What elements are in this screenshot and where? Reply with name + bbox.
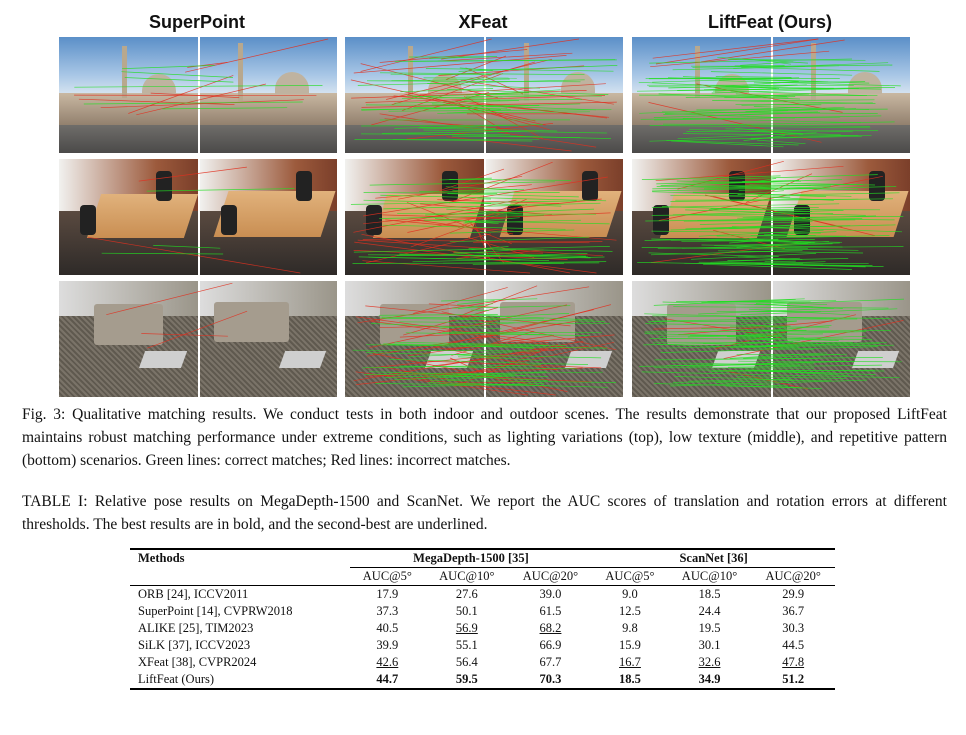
method-name: ORB [24], ICCV2011 (138, 587, 249, 601)
table-cell: 24.4 (698, 604, 721, 618)
correct-match-line (728, 365, 882, 367)
table-cell: 18.5 (619, 672, 641, 686)
incorrect-match-line (362, 234, 571, 273)
method-name: LiftFeat (Ours) (138, 672, 215, 686)
correct-match-line (459, 65, 618, 71)
correct-match-line (466, 96, 502, 97)
table-cell: 47.8 (782, 655, 805, 669)
correct-match-line (353, 350, 540, 351)
column-title-superpoint: SuperPoint (148, 12, 245, 32)
correct-match-line (371, 324, 501, 329)
incorrect-match-line (446, 56, 506, 80)
correct-match-line (153, 245, 220, 248)
match-panel (632, 281, 910, 397)
table-cell: 34.9 (698, 672, 721, 686)
match-panel (345, 281, 623, 397)
match-lines-overlay (632, 159, 910, 275)
correct-match-line (125, 78, 234, 83)
subheader: AUC@20° (522, 569, 579, 583)
table-cell: 39.9 (376, 638, 399, 652)
incorrect-match-line (701, 40, 845, 62)
correct-match-line (441, 299, 537, 301)
column-title-liftfeat: LiftFeat (Ours) (708, 12, 832, 32)
table-cell: 16.7 (619, 655, 641, 669)
table-row (130, 603, 835, 620)
method-name: ALIKE [25], TIM2023 (138, 621, 254, 635)
table-cell: 50.1 (455, 604, 478, 618)
table-cell: 56.9 (455, 621, 478, 635)
match-panel (345, 159, 623, 275)
table-cell: 9.0 (622, 587, 638, 601)
correct-match-line (449, 179, 571, 180)
table-cell: 32.6 (698, 655, 721, 669)
correct-match-line (716, 77, 792, 78)
table-row (130, 586, 835, 604)
table-cell: 67.7 (539, 655, 562, 669)
match-panel (632, 159, 910, 275)
table-cell: 30.1 (698, 638, 721, 652)
match-panel (59, 37, 337, 153)
correct-match-line (471, 315, 593, 320)
correct-match-line (764, 321, 797, 324)
subheader: AUC@20° (765, 569, 821, 583)
correct-match-line (765, 261, 796, 262)
correct-match-line (732, 227, 902, 232)
correct-match-line (740, 100, 874, 101)
table-cell: 68.2 (539, 621, 562, 635)
incorrect-match-line (375, 185, 532, 199)
scannet-header: ScanNet [36] (592, 549, 835, 568)
match-lines-overlay (59, 281, 337, 397)
correct-match-line (464, 100, 582, 101)
table-cell: 55.1 (455, 638, 478, 652)
table-cell: 44.7 (376, 672, 399, 686)
incorrect-match-line (187, 62, 227, 67)
correct-match-line (662, 207, 812, 212)
correct-match-line (369, 257, 521, 260)
incorrect-match-line (403, 308, 498, 336)
correct-match-line (450, 230, 575, 233)
match-panel (632, 37, 910, 153)
correct-match-line (122, 65, 215, 68)
correct-match-line (757, 140, 806, 144)
correct-match-line (737, 377, 846, 379)
match-lines-overlay (345, 281, 623, 397)
correct-match-line (711, 72, 852, 76)
match-lines-overlay (632, 281, 910, 397)
correct-match-line (711, 207, 819, 208)
table-cell: 39.0 (539, 587, 562, 601)
match-lines-overlay (59, 159, 337, 275)
correct-match-line (683, 77, 828, 82)
table-cell: 40.5 (376, 621, 399, 635)
table-cell: 30.3 (782, 621, 805, 635)
correct-match-line (447, 194, 578, 197)
correct-match-line (473, 263, 564, 264)
correct-match-line (447, 381, 616, 383)
table-cell: 9.8 (622, 621, 638, 635)
subheader: AUC@10° (439, 569, 495, 583)
table-cell: 17.9 (376, 587, 399, 601)
correct-match-line (673, 307, 888, 308)
table-cell: 37.3 (376, 604, 399, 618)
table-row (130, 654, 835, 671)
incorrect-match-line (106, 283, 232, 315)
correct-match-line (645, 324, 790, 327)
table-cell: 15.9 (619, 638, 641, 652)
subheader: AUC@5° (605, 569, 655, 583)
match-lines-overlay (632, 37, 910, 153)
correct-match-line (698, 308, 834, 314)
correct-match-line (122, 72, 234, 78)
correct-match-line (162, 108, 287, 109)
table-cell: 70.3 (539, 672, 562, 686)
correct-match-line (708, 301, 837, 302)
incorrect-match-line (185, 39, 328, 72)
table-cell: 56.4 (455, 655, 478, 669)
method-name: SuperPoint [14], CVPRW2018 (138, 604, 293, 618)
methods-header: Methods (138, 551, 185, 566)
subheader: AUC@10° (681, 569, 738, 583)
megadepth-header: MegaDepth-1500 [35] (350, 549, 593, 568)
table-cell: 51.2 (782, 672, 805, 686)
correct-match-line (741, 67, 879, 71)
correct-match-line (726, 386, 822, 389)
method-name: XFeat [38], CVPR2024 (138, 655, 257, 669)
match-panel (345, 37, 623, 153)
match-panel (59, 159, 337, 275)
table-cell: 27.6 (455, 587, 478, 601)
table-row (130, 671, 835, 689)
match-panel (59, 281, 337, 397)
table-cell: 19.5 (698, 621, 721, 635)
correct-match-line (723, 122, 895, 125)
match-lines-overlay (345, 37, 623, 153)
table-cell: 59.5 (455, 672, 478, 686)
incorrect-match-line (380, 114, 596, 147)
correct-match-line (380, 195, 606, 201)
table-caption: TABLE I: Relative pose results on MegaDepth-1500 and ScanNet. We report the AUC scores of translation and rotation errors at different thresholds. The best results are in bold, and the second-best are underlined. (22, 493, 947, 533)
figure-caption: Fig. 3: Qualitative matching results. We conduct tests in both indoor and outdoor scenes. The results demonstrate that our proposed LiftFeat maintains robust matching performance under extreme conditions, such as lighting variations (top), low texture (middle), and repetitive pattern (bottom) scenarios. Green lines: correct matches; Red lines: incorrect matches. (22, 406, 947, 469)
correct-match-line (147, 189, 295, 192)
table-cell: 36.7 (782, 604, 805, 618)
match-lines-overlay (345, 159, 623, 275)
table-cell: 42.6 (376, 655, 399, 669)
incorrect-match-line (653, 39, 818, 58)
table-cell: 18.5 (698, 587, 721, 601)
results-table (130, 548, 835, 690)
correct-match-line (353, 263, 600, 264)
incorrect-match-line (361, 39, 492, 72)
method-name: SiLK [37], ICCV2023 (138, 638, 251, 652)
incorrect-match-line (141, 334, 228, 337)
incorrect-match-line (88, 237, 300, 273)
table-cell: 12.5 (619, 604, 641, 618)
correct-match-line (413, 257, 605, 262)
table-row (130, 637, 835, 654)
table-cell: 29.9 (782, 587, 805, 601)
incorrect-match-line (136, 84, 266, 115)
correct-match-line (764, 232, 836, 235)
correct-match-line (450, 237, 590, 242)
correct-match-line (652, 316, 893, 319)
incorrect-match-line (147, 311, 247, 348)
table-cell: 61.5 (539, 604, 562, 618)
correct-match-line (738, 361, 902, 362)
correct-match-line (700, 222, 813, 225)
column-title-xfeat: XFeat (458, 12, 508, 32)
correct-match-line (84, 102, 303, 104)
correct-match-line (74, 85, 322, 87)
incorrect-match-line (446, 137, 571, 151)
correct-match-line (452, 189, 524, 190)
correct-match-line (362, 365, 541, 368)
table-cell: 44.5 (782, 638, 805, 652)
table-row (130, 620, 835, 637)
subheader: AUC@5° (362, 569, 412, 583)
match-lines-overlay (59, 37, 337, 153)
table-cell: 66.9 (539, 638, 562, 652)
incorrect-match-line (139, 167, 247, 181)
correct-match-line (370, 182, 555, 185)
correct-match-line (469, 249, 613, 252)
correct-match-line (102, 253, 223, 254)
correct-match-line (397, 214, 596, 215)
correct-match-line (457, 313, 569, 318)
